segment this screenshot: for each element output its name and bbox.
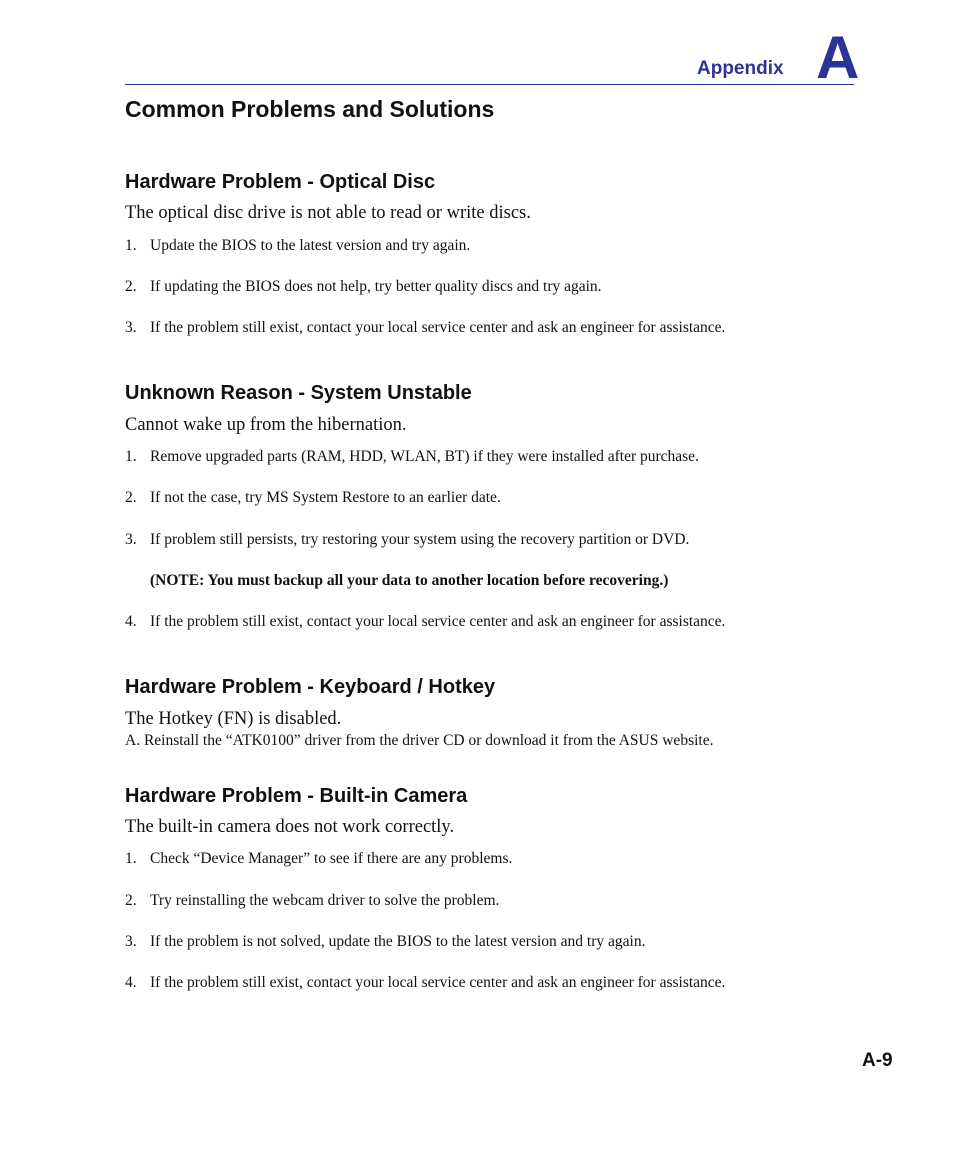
list-item [125,613,725,631]
list-item: A. Reinstall the “ATK0100” driver from the driver CD or download it from the ASUS website. [125,732,714,749]
list-item [125,319,725,337]
section-description: The built-in camera does not work correctly. [125,817,455,837]
list-item [125,237,470,255]
list-item [125,850,512,868]
item-text: If the problem still exist, contact your local service center and ask an engineer for assistance. [150,613,726,630]
page-number: A-9 [862,1050,893,1071]
item-number: 3. [125,933,137,950]
section-description: Cannot wake up from the hibernation. [125,415,407,435]
item-text: If the problem still exist, contact your local service center and ask an engineer for assistance. [150,974,726,991]
list-item [125,278,602,296]
recovery-note: (NOTE: You must backup all your data to another location before recovering.) [150,572,669,589]
section-title-system-unstable: Unknown Reason - System Unstable [125,382,472,404]
item-number: 2. [125,489,137,506]
item-number: 3. [125,531,137,548]
item-text: Try reinstalling the webcam driver to solve the problem. [150,892,500,909]
section-description: The Hotkey (FN) is disabled. [125,709,342,729]
appendix-letter: A [816,24,860,91]
page-title: Common Problems and Solutions [125,96,495,122]
list-item [125,448,699,466]
section-title-optical-disc: Hardware Problem - Optical Disc [125,171,436,193]
item-number: 1. [125,850,137,867]
item-number: 1. [125,448,137,465]
appendix-label: Appendix [697,58,784,79]
item-number: 2. [125,892,137,909]
list-item [125,974,725,992]
item-number: 4. [125,613,137,630]
item-text: Check “Device Manager” to see if there are any problems. [150,850,513,867]
list-item [125,531,689,549]
section-description: The optical disc drive is not able to read or write discs. [125,203,531,223]
list-item [125,892,499,910]
item-text: Update the BIOS to the latest version and try again. [150,237,471,254]
item-text: If problem still persists, try restoring your system using the recovery partition or DVD. [150,531,690,548]
item-number: 4. [125,974,137,991]
item-text: If updating the BIOS does not help, try better quality discs and try again. [150,278,602,295]
section-title-keyboard-hotkey: Hardware Problem - Keyboard / Hotkey [125,676,496,698]
item-number: 1. [125,237,137,254]
item-number: 3. [125,319,137,336]
item-text: Remove upgraded parts (RAM, HDD, WLAN, BT) if they were installed after purchase. [150,448,699,465]
item-number: 2. [125,278,137,295]
list-item [125,933,645,951]
list-item [125,489,501,507]
item-text: If the problem is not solved, update the BIOS to the latest version and try again. [150,933,646,950]
header-rule [125,84,854,85]
item-text: If not the case, try MS System Restore to an earlier date. [150,489,501,506]
item-text: If the problem still exist, contact your local service center and ask an engineer for assistance. [150,319,726,336]
section-title-built-in-camera: Hardware Problem - Built-in Camera [125,785,468,807]
